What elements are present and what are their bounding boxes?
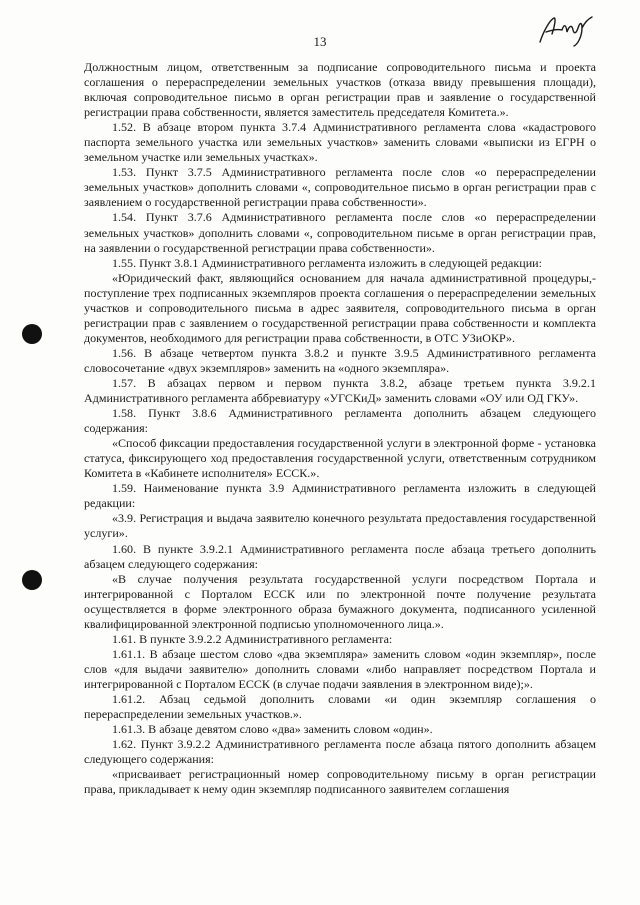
punch-hole-top: [22, 324, 42, 344]
paragraph-quote-3-9: «3.9. Регистрация и выдача заявителю конечного результата предоставления государственной услуги».: [84, 511, 596, 541]
paragraph-1-61: 1.61. В пункте 3.9.2.2 Административного регламента:: [112, 631, 393, 646]
paragraph-quote-legal-fact: «Юридический факт, являющийся основанием для начала административной процедуры,- поступление трех подписанных экземпляров проекта соглашения о перераспределении земельных участков и сопроводительного письма в адрес заявителя, сопроводительного письма в орган регистрации прав с заявлением о государственной регистрации права собственности и комплекта документов, необходимого для регистрации права собственности, в ОТС УЗиОКР».: [84, 270, 596, 345]
paragraph-quote-result-receipt: «В случае получения результата государственной услуги посредством Портала и интегрированной с Порталом ЕССК или по электронной почте получение результата осуществляется в форме электронного образа бумажного документа, подписанного усиленной квалифицированной электронной подписью уполномоченного лица.».: [84, 571, 596, 631]
paragraph-1-58: 1.58. Пункт 3.8.6 Административного регламента дополнить абзацем следующего содержания:: [84, 406, 596, 436]
paragraph-1-53: 1.53. Пункт 3.7.5 Административного регламента после слов «о перераспределении земельных участков» дополнить словами «, сопроводительное письмо в орган регистрации прав с заявлением о государственной регистрации права собственности».: [84, 165, 596, 210]
paragraph-1-60: 1.60. В пункте 3.9.2.1 Административного регламента после абзаца третьего дополнить абзацем следующего содержания:: [84, 541, 596, 571]
paragraph-quote-fixation-method: «Способ фиксации предоставления государственной услуги в электронной форме - установка статуса, фиксирующего ход предоставления государственной услуги, ответственным сотрудником Комитета в «Кабинете исполнителя» ЕССК.».: [84, 436, 596, 481]
paragraph-continuation: Должностным лицом, ответственным за подписание сопроводительного письма и проекта соглашения о перераспределении земельных участков (отказа ввиду превышения площади), включая сопроводительное письмо в орган регистрации прав и заявление о государственной регистрации права собственности, является заместитель председателя Комитета.».: [84, 60, 596, 120]
paragraph-1-54: 1.54. Пункт 3.7.6 Административного регламента после слов «о перераспределении земельных участков» дополнить словами «, сопроводительном письме в орган регистрации прав, на заявлении о государственной регистрации права собственности».: [84, 210, 596, 255]
paragraph-1-61-2: 1.61.2. Абзац седьмой дополнить словами «и один экземпляр соглашения о перераспределении земельных участков.».: [84, 691, 596, 722]
paragraph-1-55: 1.55. Пункт 3.8.1 Административного регламента изложить в следующей редакции:: [112, 255, 542, 270]
paragraph-1-52: 1.52. В абзаце втором пункта 3.7.4 Административного регламента слова «кадастрового паспорта земельного участка или земельных участков» заменить словами «выписки из ЕГРН о земельном участке или земельных участках».: [84, 120, 596, 165]
punch-hole-bottom: [22, 570, 42, 590]
paragraph-1-61-1: 1.61.1. В абзаце шестом слово «два экземпляра» заменить словом «один экземпляр», после слов «для выдачи заявителю» дополнить словами «либо направляет посредством Портала и интегрированной с Порталом ЕССК (в случае подачи заявления в электронном виде);».: [84, 646, 596, 691]
page-number: 13: [313, 34, 327, 49]
paragraph-1-61-3: 1.61.3. В абзаце девятом слово «два» заменить словом «один».: [112, 722, 433, 737]
paragraph-1-62: 1.62. Пункт 3.9.2.2 Административного регламента после абзаца пятого дополнить абзацем следующего содержания:: [84, 737, 596, 767]
paragraph-quote-registration-number: «присваивает регистрационный номер сопроводительному письму в орган регистрации права, прикладывает к нему один экземпляр подписанного заявителем соглашения: [84, 767, 596, 797]
paragraph-1-57: 1.57. В абзацах первом и первом пункта 3.8.2, абзаце третьем пункта 3.9.2.1 Административного регламента аббревиатуру «УГСКиД» заменить словами «ОУ или ОД ГКУ».: [84, 375, 596, 406]
handwritten-signature: [536, 12, 594, 48]
paragraph-1-56: 1.56. В абзаце четвертом пункта 3.8.2 и пункте 3.9.5 Административного регламента словосочетание «двух экземпляров» заменить на «одного экземпляра».: [84, 345, 596, 375]
document-body: [84, 60, 596, 797]
paragraph-1-59: 1.59. Наименование пункта 3.9 Административного регламента изложить в следующей редакции:: [84, 481, 596, 511]
